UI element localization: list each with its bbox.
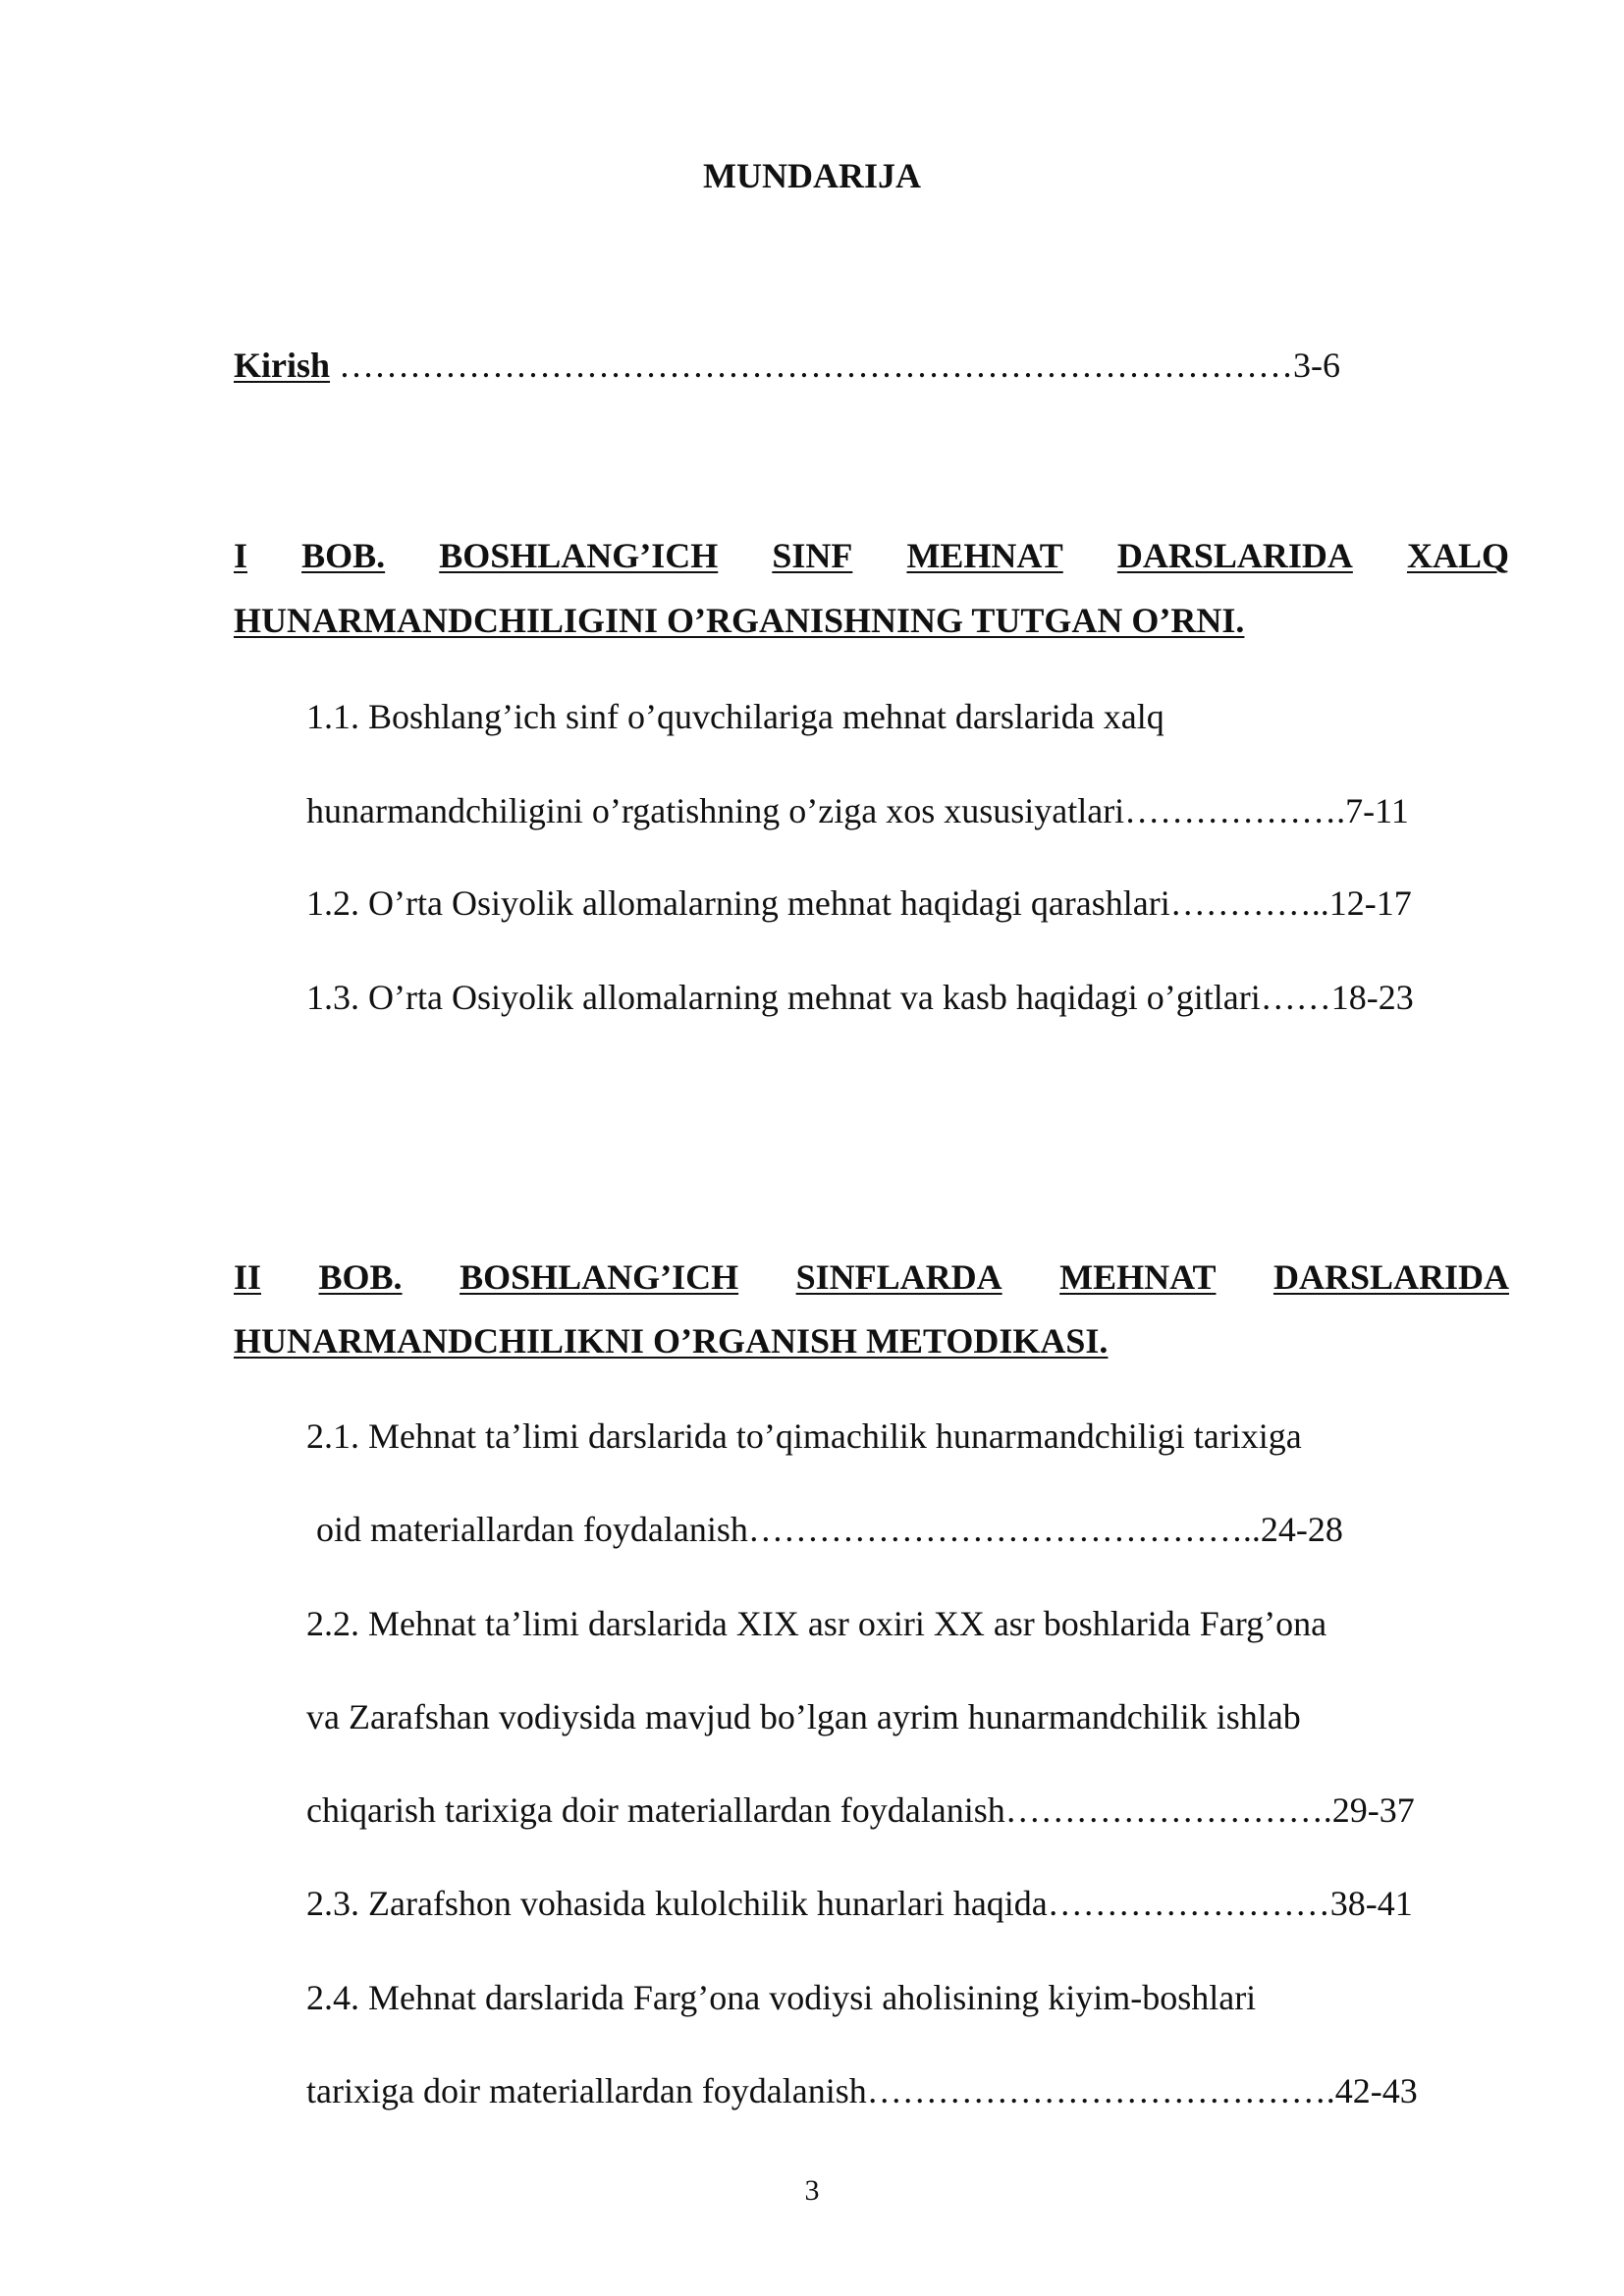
chapter1-word: I [234,536,248,575]
toc-section-1-2: 1.2. O’rta Osiyolik allomalarning mehnat haqidagi qarashlari…………..12-17 [306,883,1412,923]
toc-section-1-3: 1.3. O’rta Osiyolik allomalarning mehnat va kasb haqidagi o’gitlari……18-23 [306,978,1414,1017]
chapter2-heading-line2: HUNARMANDCHILIKNI O’RGANISH METODIKASI. [234,1321,1109,1361]
toc-section-2-4-line1: 2.4. Mehnat darslarida Farg’ona vodiysi aholisining kiyim-boshlari [306,1978,1257,2017]
toc-intro-label: Kirish [234,346,331,385]
page-title: MUNDARIJA [703,156,921,195]
toc-section-2-2-line1: 2.2. Mehnat ta’limi darslarida XIX asr oxiri XX asr boshlarida Farg’ona [306,1604,1327,1643]
chapter2-word: MEHNAT [1059,1257,1217,1297]
chapter1-word: XALQ [1406,536,1509,575]
toc-section-1-1-line1: 1.1. Boshlang’ich sinf o’quvchilariga mehnat darslarida xalq [306,697,1164,736]
chapter2-word: II [234,1257,262,1297]
chapter1-word: DARSLARIDA [1116,536,1353,575]
chapter1-word: BOB. [301,536,386,575]
chapter2-heading-line1 [234,1255,1509,1299]
chapter2-word: BOB. [318,1257,403,1297]
toc-intro-leader: ………………………………………………………………………3-6 [330,346,1341,385]
toc-section-2-3: 2.3. Zarafshon vohasida kulolchilik hunarlari haqida……………………38-41 [306,1884,1413,1923]
chapter1-word: BOSHLANG’ICH [439,536,719,575]
toc-entry-intro [234,344,1340,387]
toc-section-2-4-line2: tarixiga doir materiallardan foydalanish………………………………….42-43 [306,2071,1418,2110]
chapter2-word: DARSLARIDA [1272,1257,1509,1297]
chapter1-word: SINF [772,536,853,575]
chapter1-word: MEHNAT [906,536,1063,575]
toc-section-2-1-line1: 2.1. Mehnat ta’limi darslarida to’qimachilik hunarmandchiligi tarixiga [306,1416,1302,1456]
page-number: 3 [804,2174,820,2207]
chapter1-heading-line2: HUNARMANDCHILIGINI O’RGANISHNING TUTGAN O’RNI. [234,601,1245,640]
chapter2-word: BOSHLANG’ICH [460,1257,739,1297]
toc-section-1-1-line2: hunarmandchiligini o’rgatishning o’ziga xos xususiyatlari……………….7-11 [306,791,1409,830]
toc-section-2-1-line2: oid materiallardan foydalanish……………………………………..24-28 [316,1510,1343,1549]
chapter2-word: SINFLARDA [795,1257,1002,1297]
toc-section-2-2-line3: chiqarish tarixiga doir materiallardan foydalanish……………………….29-37 [306,1790,1415,1830]
toc-section-2-2-line2: va Zarafshan vodiysida mavjud bo’lgan ayrim hunarmandchilik ishlab [306,1697,1301,1736]
chapter1-heading-line1 [234,534,1509,577]
